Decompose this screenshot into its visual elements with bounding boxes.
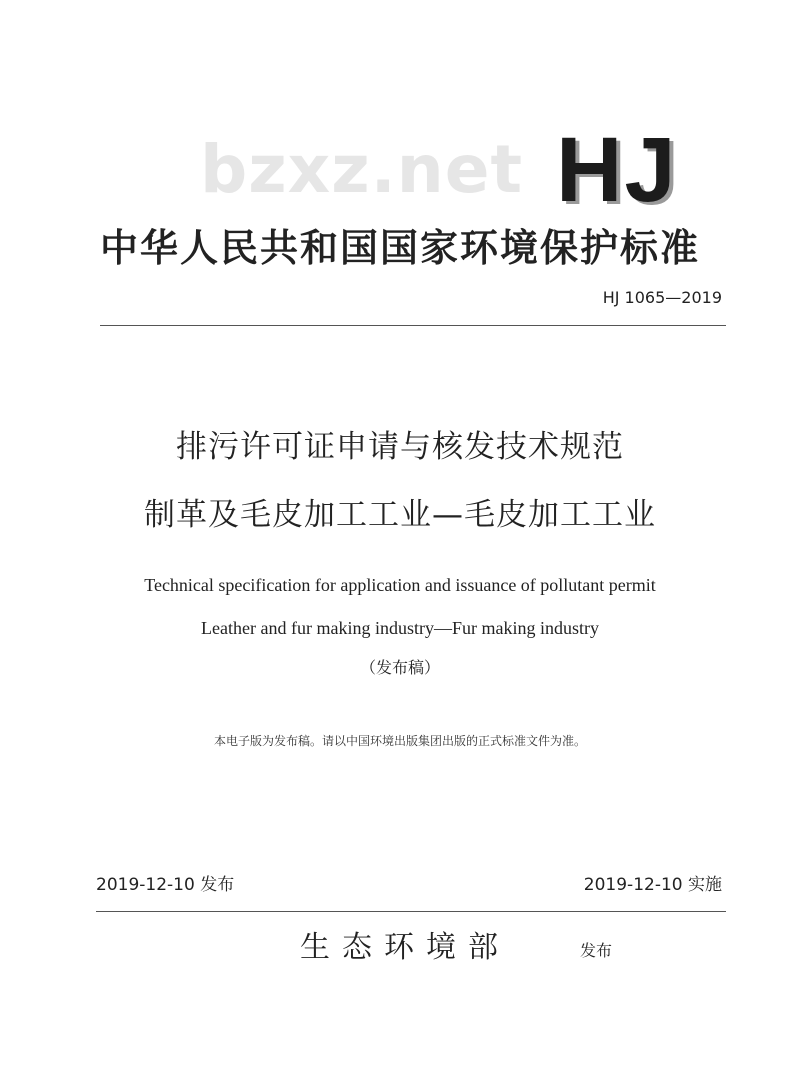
title-cn-line1: 排污许可证申请与核发技术规范 [176, 429, 624, 465]
release-date: 2019-12-10 发布 [96, 875, 235, 895]
issuing-authority: 生态环境部 [300, 930, 510, 965]
release-status-label: （发布稿） [359, 658, 440, 677]
top-divider [100, 325, 726, 326]
bottom-divider [96, 911, 726, 912]
org-title: 中华人民共和国国家环境保护标准 [99, 225, 700, 270]
effective-date: 2019-12-10 实施 [583, 875, 722, 895]
standard-code: HJ 1065—2019 [602, 288, 722, 307]
watermark-text: bzxz.net [200, 131, 524, 208]
title-en-line1: Technical specification for application and issuance of pollutant permit [144, 575, 656, 595]
edition-notice: 本电子版为发布稿。请以中国环境出版集团出版的正式标准文件为准。 [213, 734, 586, 748]
issuer-action-label: 发布 [580, 941, 613, 960]
title-en-line2: Leather and fur making industry—Fur making industry [201, 618, 599, 638]
hj-logo: HJ [556, 119, 678, 221]
title-cn-line2: 制革及毛皮加工工业—毛皮加工工业 [144, 497, 656, 533]
